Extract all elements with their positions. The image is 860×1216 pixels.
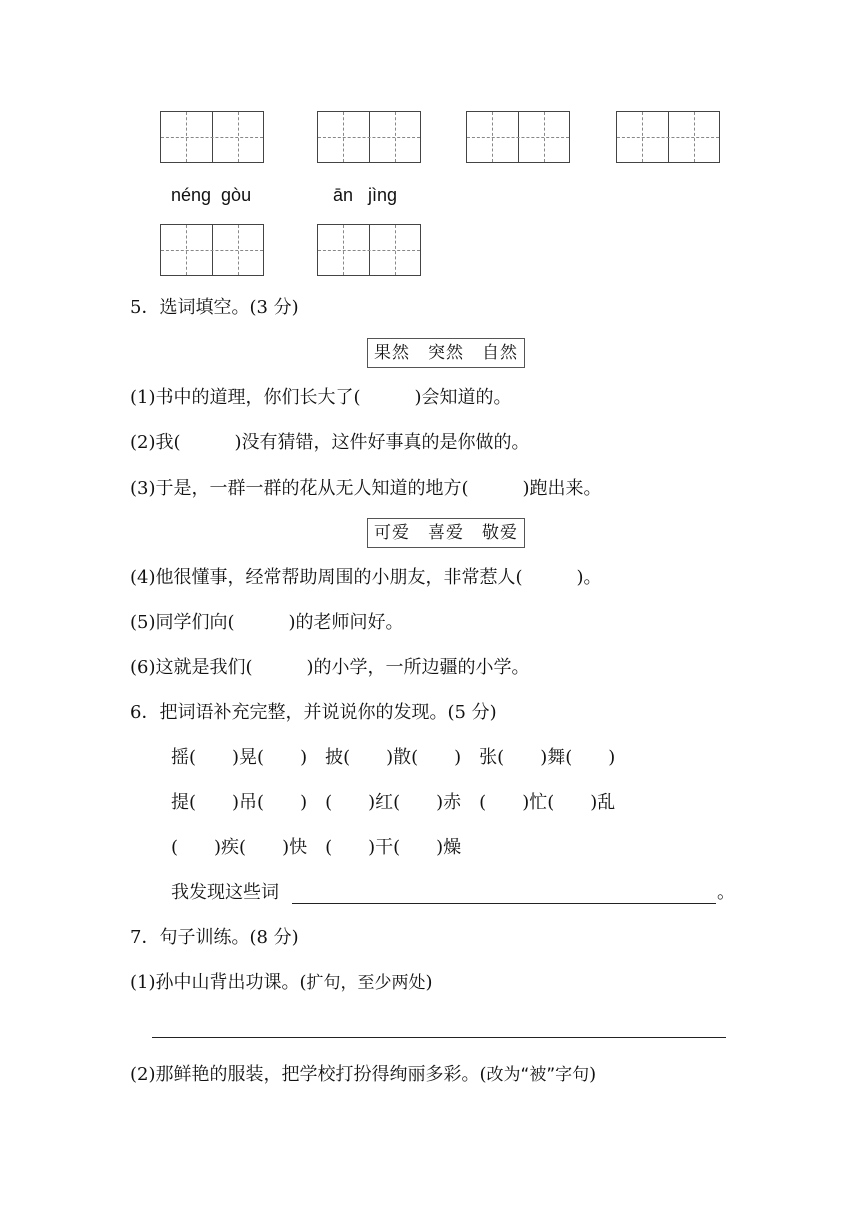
word-option: 突然 xyxy=(428,343,464,363)
q6-row-2: 提( )吊( ) ( )红( )赤 ( )忙( )乱 xyxy=(171,792,616,813)
q5-sentence-4: (4)他很懂事，经常帮助周围的小朋友，非常惹人( )。 xyxy=(130,567,602,588)
q5-sentence-2: (2)我( )没有猜错，这件好事真的是你做的。 xyxy=(130,432,530,453)
q5-sentence-6: (6)这就是我们( )的小学，一所边疆的小学。 xyxy=(130,657,530,678)
q7-s1-close: ) xyxy=(425,972,433,993)
writing-grid-3[interactable] xyxy=(466,111,570,163)
q6-finding-suffix: 。 xyxy=(717,882,735,903)
q5-sentence-3: (3)于是，一群一群的花从无人知道的地方( )跑出来。 xyxy=(130,478,602,499)
q5-sentence-5: (5)同学们向( )的老师问好。 xyxy=(130,612,404,633)
q7-s2-hint: 改为“被”字句 xyxy=(486,1065,590,1085)
q5-title: 5．选词填空。(3 分) xyxy=(130,297,299,318)
word-option: 自然 xyxy=(482,343,518,363)
pinyin-neng-gou: néng gòu xyxy=(171,185,252,205)
q5-sentence-1: (1)书中的道理，你们长大了( )会知道的。 xyxy=(130,387,512,408)
q6-finding-prefix: 我发现这些词 xyxy=(171,882,279,903)
q7-title: 7．句子训练。(8 分) xyxy=(130,927,299,948)
word-box-1 xyxy=(367,338,525,368)
writing-grid-5[interactable] xyxy=(160,224,264,276)
pinyin-an-jing: ān jìng xyxy=(333,185,398,205)
q7-s1-hint: 扩句，至少两处 xyxy=(306,973,426,993)
writing-grid-4[interactable] xyxy=(616,111,720,163)
word-option: 敬爱 xyxy=(482,523,518,543)
writing-grid-2[interactable] xyxy=(317,111,421,163)
q6-row-3: ( )疾( )快 ( )干( )燥 xyxy=(171,837,462,858)
q7-s2-close: ) xyxy=(589,1064,597,1085)
word-box-2 xyxy=(367,518,525,548)
word-option: 果然 xyxy=(374,343,410,363)
q6-title: 6．把词语补充完整，并说说你的发现。(5 分) xyxy=(130,702,497,723)
q7-answer-line-1[interactable] xyxy=(152,1037,726,1038)
q7-s1-main: (1)孙中山背出功课。( xyxy=(130,972,307,993)
q6-row-1: 摇( )晃( ) 披( )散( ) 张( )舞( ) xyxy=(171,747,616,768)
q7-sentence-1 xyxy=(130,972,433,994)
word-option: 喜爱 xyxy=(428,523,464,543)
word-option: 可爱 xyxy=(374,523,410,543)
q7-sentence-2 xyxy=(130,1064,596,1086)
q7-s2-main: (2)那鲜艳的服装，把学校打扮得绚丽多彩。( xyxy=(130,1064,487,1085)
writing-grid-1[interactable] xyxy=(160,111,264,163)
writing-grid-6[interactable] xyxy=(317,224,421,276)
q6-answer-line[interactable] xyxy=(292,903,716,904)
